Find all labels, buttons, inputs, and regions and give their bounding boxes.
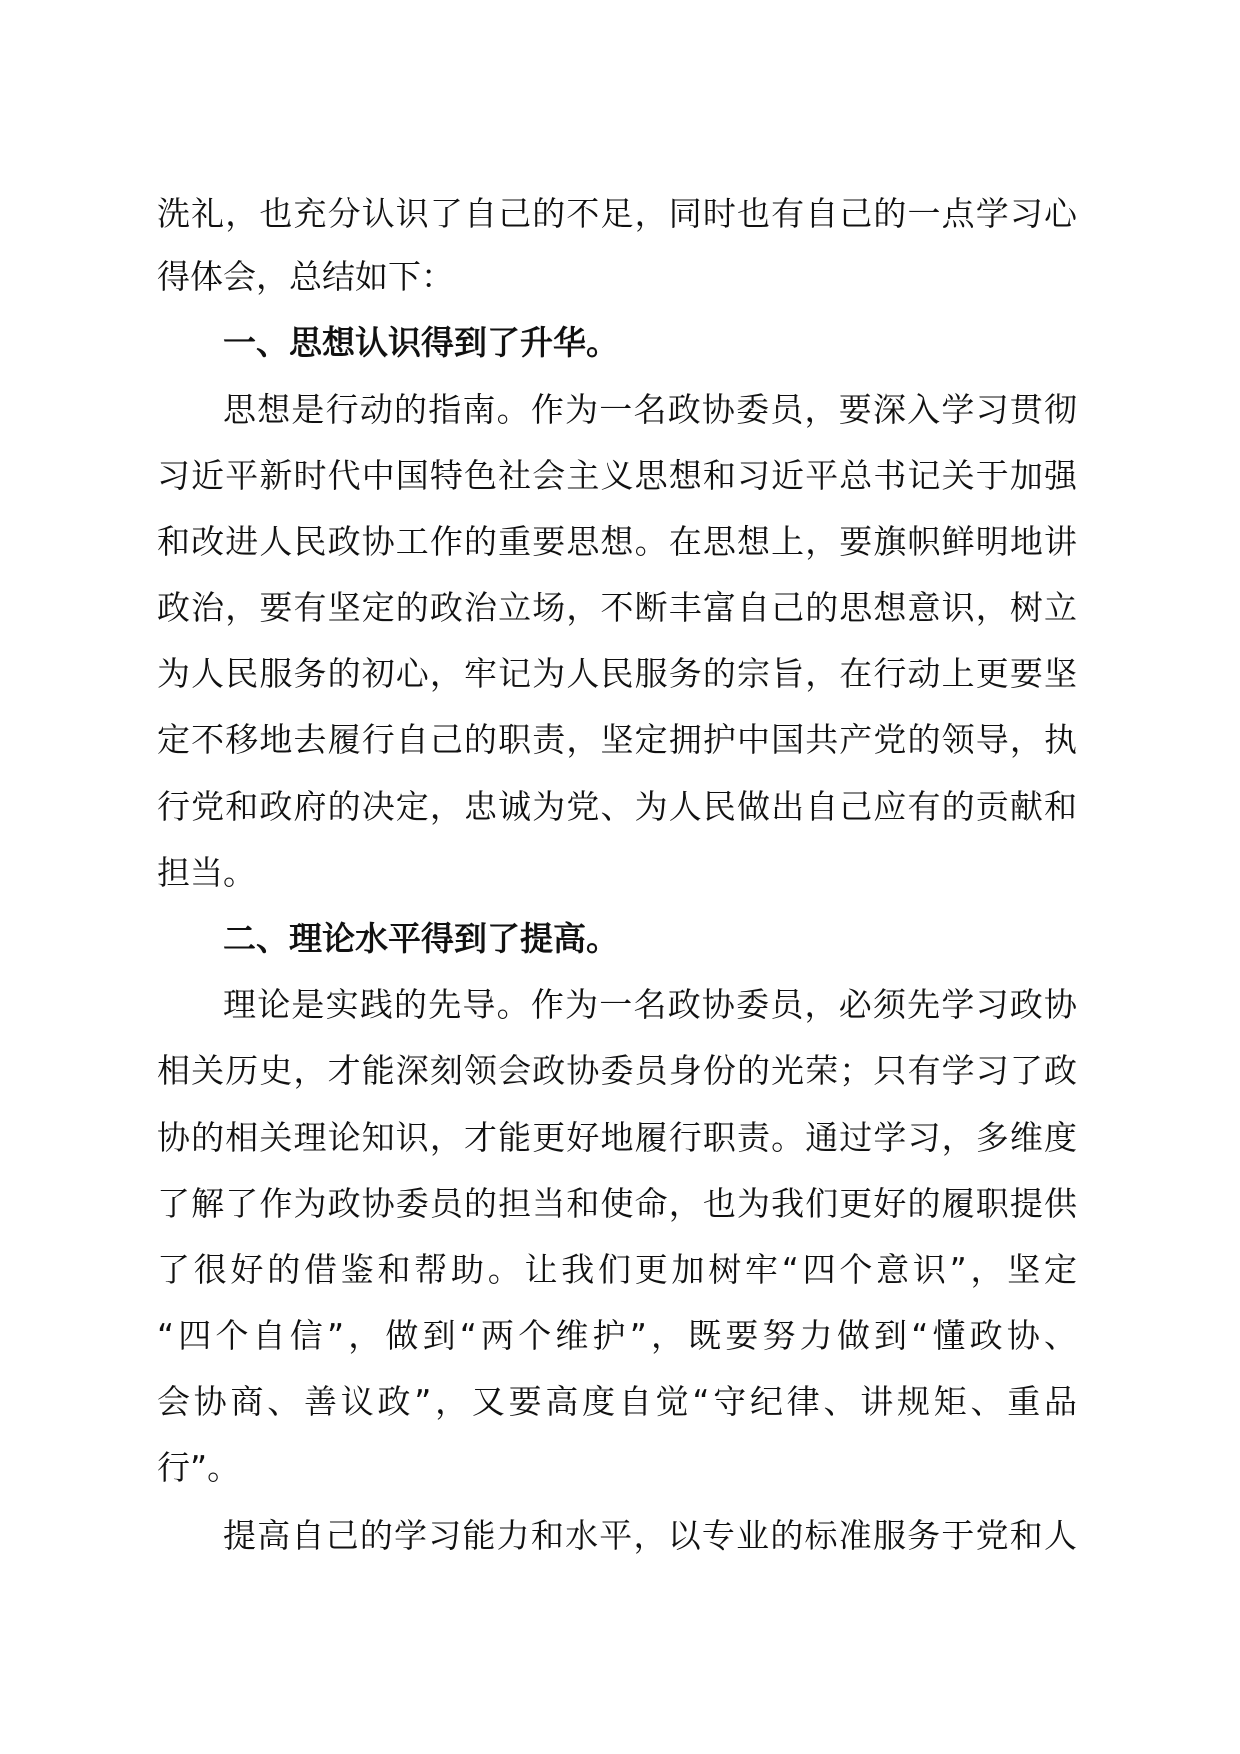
- paragraph-line: 政治，要有坚定的政治立场，不断丰富自己的思想意识，树立: [157, 588, 1077, 627]
- paragraph-line: 行”。: [157, 1448, 241, 1487]
- paragraph-line: 思想是行动的指南。作为一名政协委员，要深入学习贯彻: [223, 390, 1077, 429]
- paragraph-line: 洗礼，也充分认识了自己的不足，同时也有自己的一点学习心: [157, 194, 1077, 233]
- paragraph-line: 提高自己的学习能力和水平，以专业的标准服务于党和人: [223, 1516, 1077, 1555]
- paragraph-line: “四个自信”，做到“两个维护”，既要努力做到“懂政协、: [157, 1316, 1077, 1355]
- paragraph-line: 行党和政府的决定，忠诚为党、为人民做出自己应有的贡献和: [157, 787, 1077, 826]
- paragraph-line: 理论是实践的先导。作为一名政协委员，必须先学习政协: [223, 985, 1077, 1024]
- paragraph-line: 担当。: [157, 853, 256, 892]
- paragraph-line: 了很好的借鉴和帮助。让我们更加树牢“四个意识”，坚定: [157, 1250, 1077, 1289]
- paragraph-line: 了解了作为政协委员的担当和使命，也为我们更好的履职提供: [157, 1184, 1077, 1223]
- section-heading-2: 二、理论水平得到了提高。: [223, 919, 619, 958]
- paragraph-line: 为人民服务的初心，牢记为人民服务的宗旨，在行动上更要坚: [157, 654, 1077, 693]
- paragraph-line: 协的相关理论知识，才能更好地履行职责。通过学习，多维度: [157, 1118, 1077, 1157]
- paragraph-line: 定不移地去履行自己的职责，坚定拥护中国共产党的领导，执: [157, 720, 1077, 759]
- paragraph-line: 会协商、善议政”，又要高度自觉“守纪律、讲规矩、重品: [157, 1382, 1077, 1421]
- paragraph-line: 相关历史，才能深刻领会政协委员身份的光荣；只有学习了政: [157, 1051, 1077, 1090]
- paragraph-line: 得体会，总结如下：: [157, 257, 454, 296]
- paragraph-line: 和改进人民政协工作的重要思想。在思想上，要旗帜鲜明地讲: [157, 522, 1077, 561]
- section-heading-1: 一、思想认识得到了升华。: [223, 323, 619, 362]
- paragraph-line: 习近平新时代中国特色社会主义思想和习近平总书记关于加强: [157, 456, 1077, 495]
